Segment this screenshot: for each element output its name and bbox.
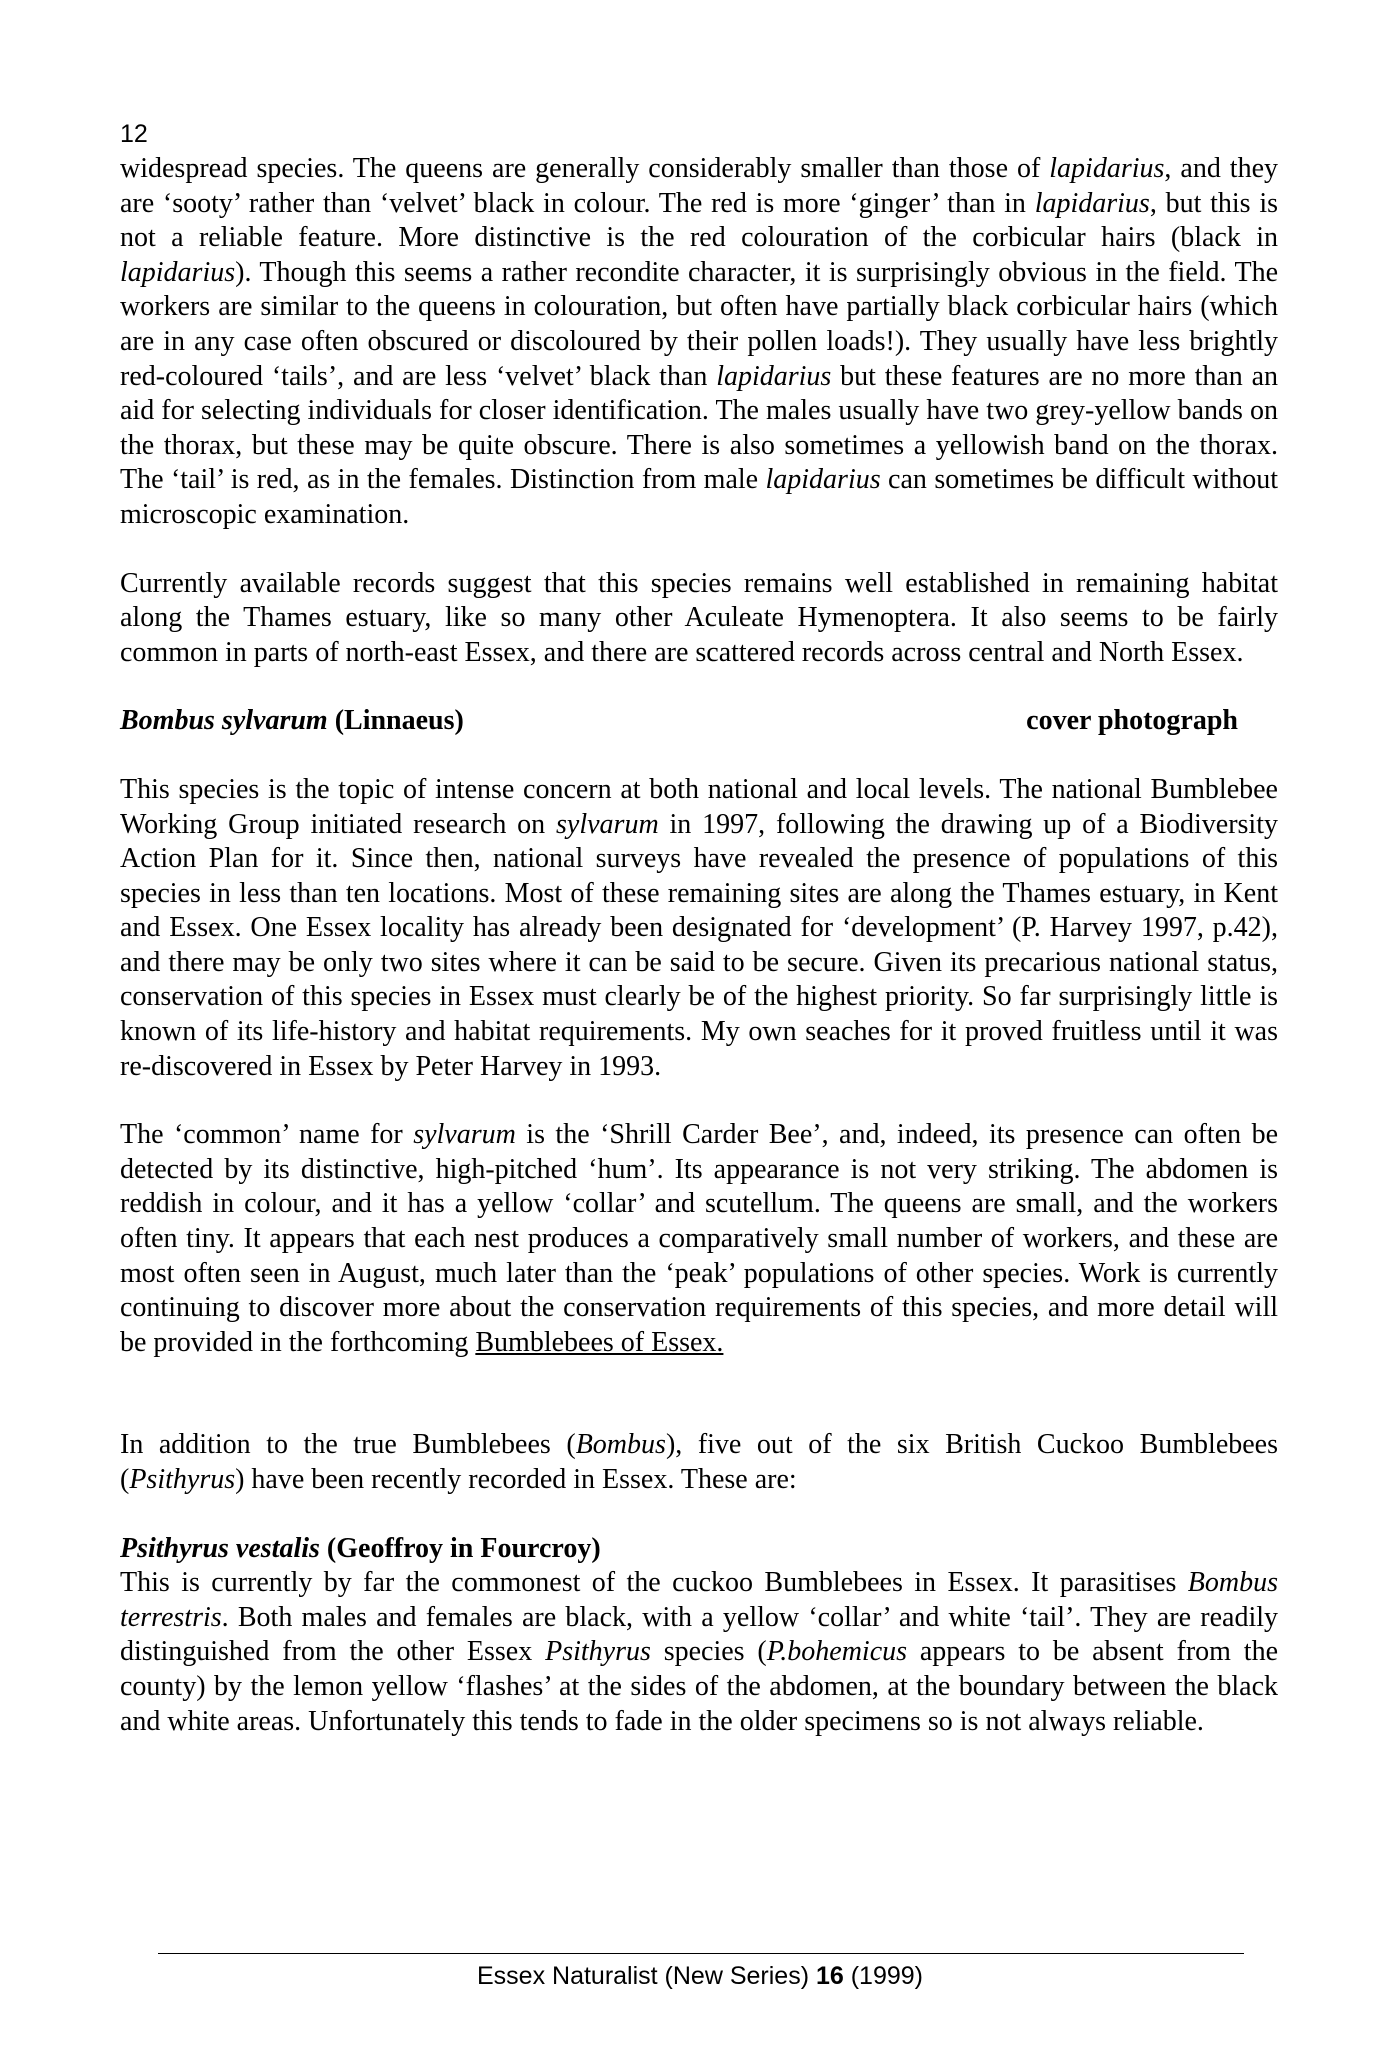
text-run: in 1997, following the drawing up of a Biodiversity Action Plan for it. Since then, national surveys have revealed the presence of populations of this species in less than ten locations. Most of these remaining sites are along the Thames estuary, in Kent and Essex. One Essex locality has already been designated for ‘development’ (P. Harvey 1997, p.42), and there may be only two sites where it can be said to be secure. Given its precarious national status, conservation of this species in Essex must clearly be of the highest priority. So far surprisingly little is known of its life-history and habitat requirements. My own seaches for it proved fruitless until it was re-discovered in Essex by Peter Harvey in 1993. — [120, 808, 1278, 1082]
text-run: but these features are no more than an aid for selecting individuals for closer identification. The males usually have two grey-yellow bands on the thorax, but these may be quite obscure. There is also sometimes a yellowish band on the thorax. The ‘tail’ is red, as in the females. Distinction from male — [120, 360, 1278, 496]
species-name: Psithyrus vestalis — [120, 1532, 320, 1564]
text-run: , and they are ‘sooty’ rather than ‘velvet’ black in colour. The red is more ‘ginger’ than in — [120, 153, 1278, 219]
text-run: . Both males and females are black, with a yellow ‘collar’ and white ‘tail’. They are readily distinguished from the other Essex — [120, 1601, 1278, 1668]
text-run: ). Though this seems a rather recondite character, it is surprisingly obvious in the field. The workers are similar to the queens in colouration, but often have partially black corbicular hairs (which are in any case often obscured or discoloured by their pollen loads!). They usually have less brightly red-coloured ‘tails’, and are less ‘velvet’ black than — [120, 256, 1278, 392]
text-run: ), five out of the six British Cuckoo Bumblebees ( — [120, 1429, 1278, 1495]
genus-name: Psithyrus — [129, 1464, 236, 1495]
text-run: can sometimes be difficult without microscopic examination. — [120, 464, 1279, 530]
paragraph-lapidarius-comparison — [120, 152, 1278, 533]
cover-photograph-note: cover photograph — [1026, 705, 1238, 737]
genus-name: Psithyrus — [545, 1636, 651, 1668]
text-run: This species is the topic of intense concern at both national and local levels. The national Bumblebee Working Group initiated research on — [120, 773, 1278, 840]
text-run: In addition to the true Bumblebees ( — [120, 1429, 576, 1461]
text-run: This is currently by far the commonest of the cuckoo Bumblebees in Essex. It parasitises — [120, 1567, 1188, 1599]
journal-name: Essex Naturalist (New Series) — [476, 1962, 816, 1990]
footer-divider — [158, 1953, 1244, 1954]
paragraph-cuckoo-intro — [120, 1428, 1278, 1497]
paragraph-distribution: Currently available records suggest that this species remains well established in remaining habitat along the Thames estuary, like so many other Aculeate Hymenoptera. It also seems to be fairly common in parts of north-east Essex, and there are scattered records across central and North Essex. — [120, 567, 1278, 668]
paragraph-sylvarum-description — [120, 1118, 1278, 1360]
text-run: species ( — [650, 1636, 767, 1668]
species-heading-sylvarum — [120, 704, 1278, 739]
species-name: sylvarum — [413, 1119, 516, 1151]
text-run: widespread species. The queens are generally considerably smaller than those of — [120, 153, 1050, 184]
page-footer — [0, 1962, 1400, 1991]
species-name: P.bohemicus — [766, 1636, 908, 1668]
paragraph-vestalis-description — [120, 1566, 1278, 1739]
text-run: is the ‘Shrill Carder Bee’, and, indeed, its presence can often be detected by its distinctive, high-pitched ‘hum’. Its appearance is not very striking. The abdomen is reddish in colour, and it has a yellow ‘collar’ and scutellum. The queens are small, and the workers often tiny. It appears that each nest produces a comparatively small number of workers, and these are most often seen in August, much later than the ‘peak’ populations of other species. Work is currently continuing to discover more about the conservation requirements of this species, and more detail will be provided in the forthcoming — [120, 1119, 1278, 1358]
page-number: 12 — [120, 120, 148, 148]
species-author: (Geoffroy in Fourcroy) — [319, 1532, 601, 1564]
species-name: sylvarum — [556, 808, 659, 840]
species-name: lapidarius — [1049, 153, 1165, 184]
book-title: Bumblebees of Essex. — [475, 1326, 724, 1358]
species-name: lapidarius — [1034, 187, 1150, 219]
publication-year: (1999) — [843, 1962, 923, 1990]
species-name: Bombus sylvarum — [120, 705, 328, 737]
species-name: Bombus terrestris — [120, 1567, 1278, 1633]
text-run: appears to be absent from the county) by the lemon yellow ‘flashes’ at the sides of the abdomen, at the boundary between the black and white areas. Unfortunately this tends to fade in the older specimens so is not always reliable. — [120, 1636, 1278, 1737]
text-run: ) have been recently recorded in Essex. These are: — [235, 1464, 797, 1495]
species-name: lapidarius — [765, 464, 881, 496]
species-heading-vestalis — [120, 1532, 1278, 1567]
species-author: (Linnaeus) — [327, 705, 464, 737]
species-name: lapidarius — [120, 256, 236, 288]
paragraph-sylvarum-conservation — [120, 773, 1278, 1084]
volume-number: 16 — [815, 1962, 844, 1990]
article-body — [120, 152, 1278, 1739]
text-run: The ‘common’ name for — [120, 1119, 414, 1151]
text-run: , but this is not a reliable feature. More distinctive is the red colouration of the corbicular hairs (black in — [120, 187, 1278, 254]
genus-name: Bombus — [575, 1429, 666, 1461]
species-name: lapidarius — [716, 360, 832, 392]
